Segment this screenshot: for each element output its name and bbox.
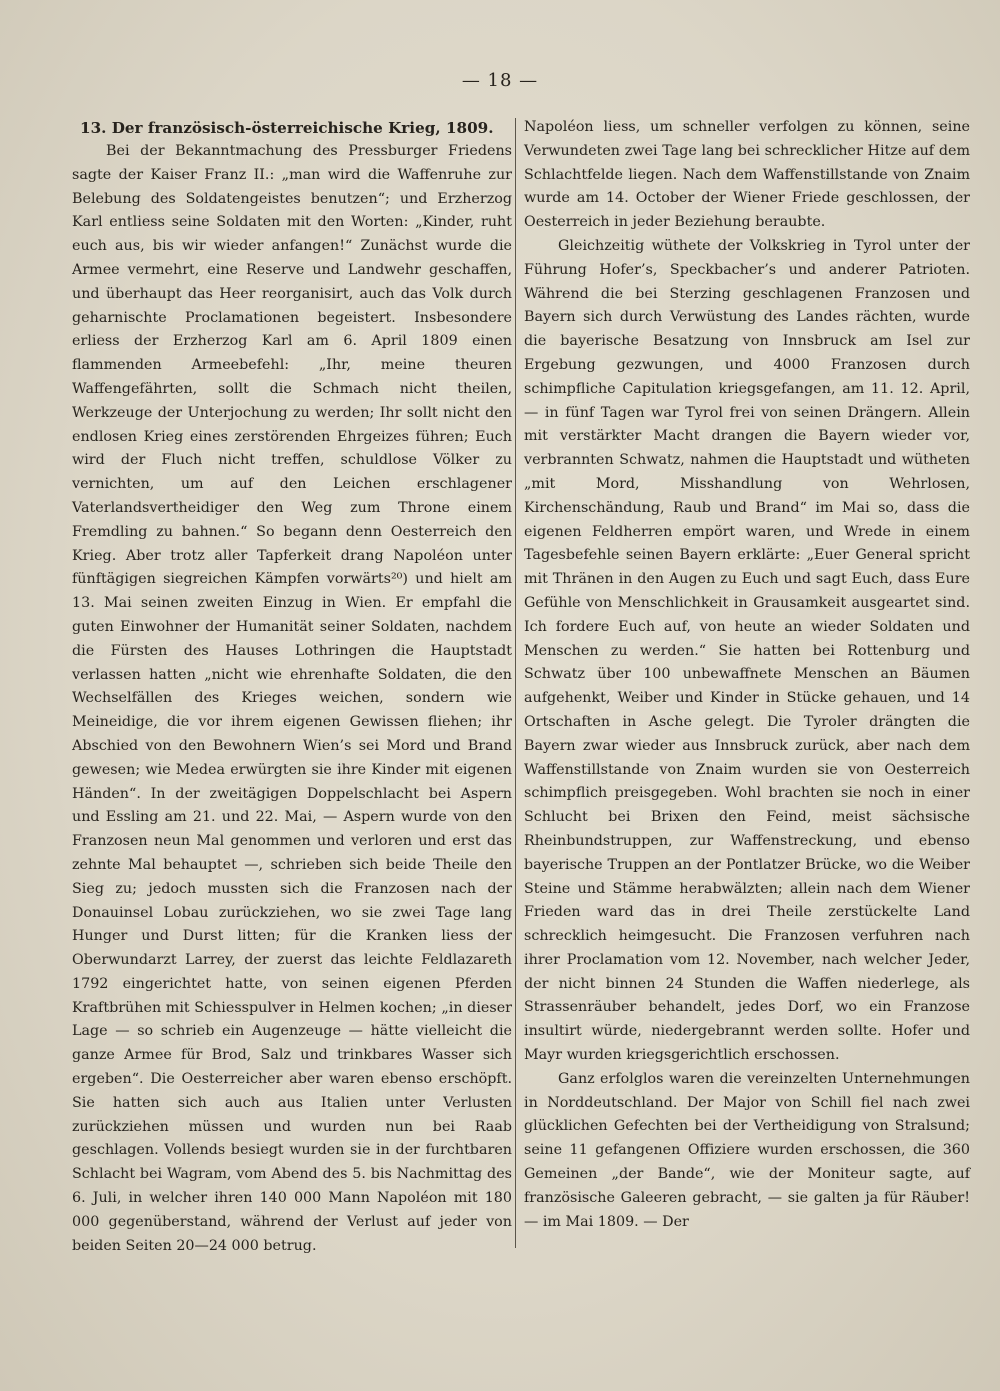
left-column	[72, 116, 512, 1258]
page-number: — 18 —	[461, 70, 539, 91]
right-paragraph-3: Ganz erfolglos waren die vereinzelten Unternehmungen in Norddeutschland. Der Major von Schill fiel nach zwei glücklichen Gefechten bei der Vertheidigung von Stralsund; seine 11 gefangenen Offiziere wurden erschossen, die 360 Gemeinen „der Bande“, wie der Moniteur sagte, auf französische Galeeren gebracht, — sie galten ja für Räuber! — im Mai 1809. — Der	[524, 1070, 970, 1230]
section-heading: 13. Der französisch-österreichische Krieg, 1809.	[80, 119, 494, 137]
right-column	[524, 116, 970, 1234]
column-divider	[515, 118, 516, 1248]
right-paragraph-1: Napoléon liess, um schneller verfolgen zu können, seine Verwundeten zwei Tage lang bei schrecklicher Hitze auf dem Schlachtfelde liegen. Nach dem Waffenstillstande von Znaim wurde am 14. October der Wiener Friede geschlossen, der Oesterreich in jeder Beziehung beraubte.	[524, 119, 970, 231]
right-paragraph-2: Gleichzeitig wüthete der Volkskrieg in Tyrol unter der Führung Hofer’s, Speckbacher’s und anderer Patrioten. Während die bei Sterzing geschlagenen Franzosen und Bayern sich durch Verwüstung des Landes rächten, wurde die bayerische Besatzung von Innsbruck am Isel zur Ergebung gezwungen, und 4000 Franzosen durch schimpfliche Capitulation kriegsgefangen, am 11. 12. April, — in fünf Tagen war Tyrol frei von seinen Drängern. Allein mit verstärkter Macht drangen die Bayern wieder vor, verbrannten Schwatz, nahmen die Hauptstadt und wütheten „mit Mord, Misshandlung von Wehrlosen, Kirchenschändung, Raub und Brand“ im Mai so, dass die eigenen Feldherren empört waren, und Wrede in einem Tagesbefehle seinen Bayern erklärte: „Euer General spricht mit Thränen in den Augen zu Euch und sagt Euch, dass Eure Gefühle von Menschlichkeit in Grausamkeit ausgeartet sind. Ich fordere Euch auf, von heute an wieder Soldaten und Menschen zu werden.“ Sie hatten bei Rottenburg und Schwatz über 100 unbewaffnete Menschen an Bäumen aufgehenkt, Weiber und Kinder in Stücke gehauen, und 14 Ortschaften in Asche gelegt. Die Tyroler drängten die Bayern zwar wieder aus Innsbruck zurück, aber nach dem Waffenstillstande von Znaim wurden sie von Oesterreich schimpflich preisgegeben. Wohl brachten sie noch in einer Schlucht bei Brixen den Feind, meist sächsische Rheinbundstruppen, zur Waffenstreckung, und ebenso bayerische Truppen an der Pontlatzer Brücke, wo die Weiber Steine und Stämme herabwälzten; allein nach dem Wiener Frieden ward das in drei Theile zerstückelte Land schrecklich heimgesucht. Die Franzosen verfuhren nach ihrer Proclamation vom 12. November, nach welcher Jeder, der nicht binnen 24 Stunden die Waffen niederlege, als Strassenräuber behandelt, jedes Dorf, wo ein Franzose insultirt würde, niedergebrannt werden sollte. Hofer und Mayr wurden kriegsgerichtlich erschossen.	[524, 237, 970, 1064]
left-paragraph: Bei der Bekanntmachung des Pressburger Friedens sagte der Kaiser Franz II.: „man wird die Waffenruhe zur Belebung des Soldatengeistes benutzen“; und Erzherzog Karl entliess seine Soldaten mit den Worten: „Kinder, ruht euch aus, bis wir wieder anfangen!“ Zunächst wurde die Armee vermehrt, eine Reserve und Landwehr geschaffen, und überhaupt das Heer reorganisirt, auch das Volk durch geharnischte Proclamationen begeistert. Insbesondere erliess der Erzherzog Karl am 6. April 1809 einen flammenden Armeebefehl: „Ihr, meine theuren Waffengefährten, sollt die Schmach nicht theilen, Werkzeuge der Unterjochung zu werden; Ihr sollt nicht den endlosen Krieg eines zerstörenden Ehrgeizes führen; Euch wird der Fluch nicht treffen, schuldlose Völker zu vernichten, um auf den Leichen erschlagener Vaterlandsvertheidiger den Weg zum Throne einem Fremdling zu bahnen.“ So begann denn Oesterreich den Krieg. Aber trotz aller Tapferkeit drang Napoléon unter fünftägigen siegreichen Kämpfen vorwärts²⁰) und hielt am 13. Mai seinen zweiten Einzug in Wien. Er empfahl die guten Einwohner der Humanität seiner Soldaten, nachdem die Fürsten des Hauses Lothringen die Hauptstadt verlassen hatten „nicht wie ehrenhafte Soldaten, die den Wechselfällen des Krieges weichen, sondern wie Meineidige, die vor ihrem eigenen Gewissen fliehen; ihr Abschied von den Bewohnern Wien’s sei Mord und Brand gewesen; wie Medea erwürgten sie ihre Kinder mit eigenen Händen“. In der zweitägigen Doppelschlacht bei Aspern und Essling am 21. und 22. Mai, — Aspern wurde von den Franzosen neun Mal genommen und verloren und erst das zehnte Mal behauptet —, schrieben sich beide Theile den Sieg zu; jedoch mussten sich die Franzosen nach der Donauinsel Lobau zurückziehen, wo sie zwei Tage lang Hunger und Durst litten; für die Kranken liess der Oberwundarzt Larrey, der zuerst das leichte Feldlazareth 1792 eingerichtet hatte, von seinen eigenen Pferden Kraftbrühen mit Schiesspulver in Helmen kochen; „in dieser Lage — so schrieb ein Augenzeuge — hätte vielleicht die ganze Armee für Brod, Salz und trinkbares Wasser sich ergeben“. Die Oesterreicher aber waren ebenso erschöpft. Sie hatten sich auch aus Italien unter Verlusten zurückziehen müssen und wurden nun bei Raab geschlagen. Vollends besiegt wurden sie in der furchtbaren Schlacht bei Wagram, vom Abend des 5. bis Nachmittag des 6. Juli, in welcher ihren 140 000 Mann Napoléon mit 180 000 gegenüberstand, während der Verlust auf jeder von beiden Seiten 20—24 000 betrug.	[72, 143, 512, 1254]
